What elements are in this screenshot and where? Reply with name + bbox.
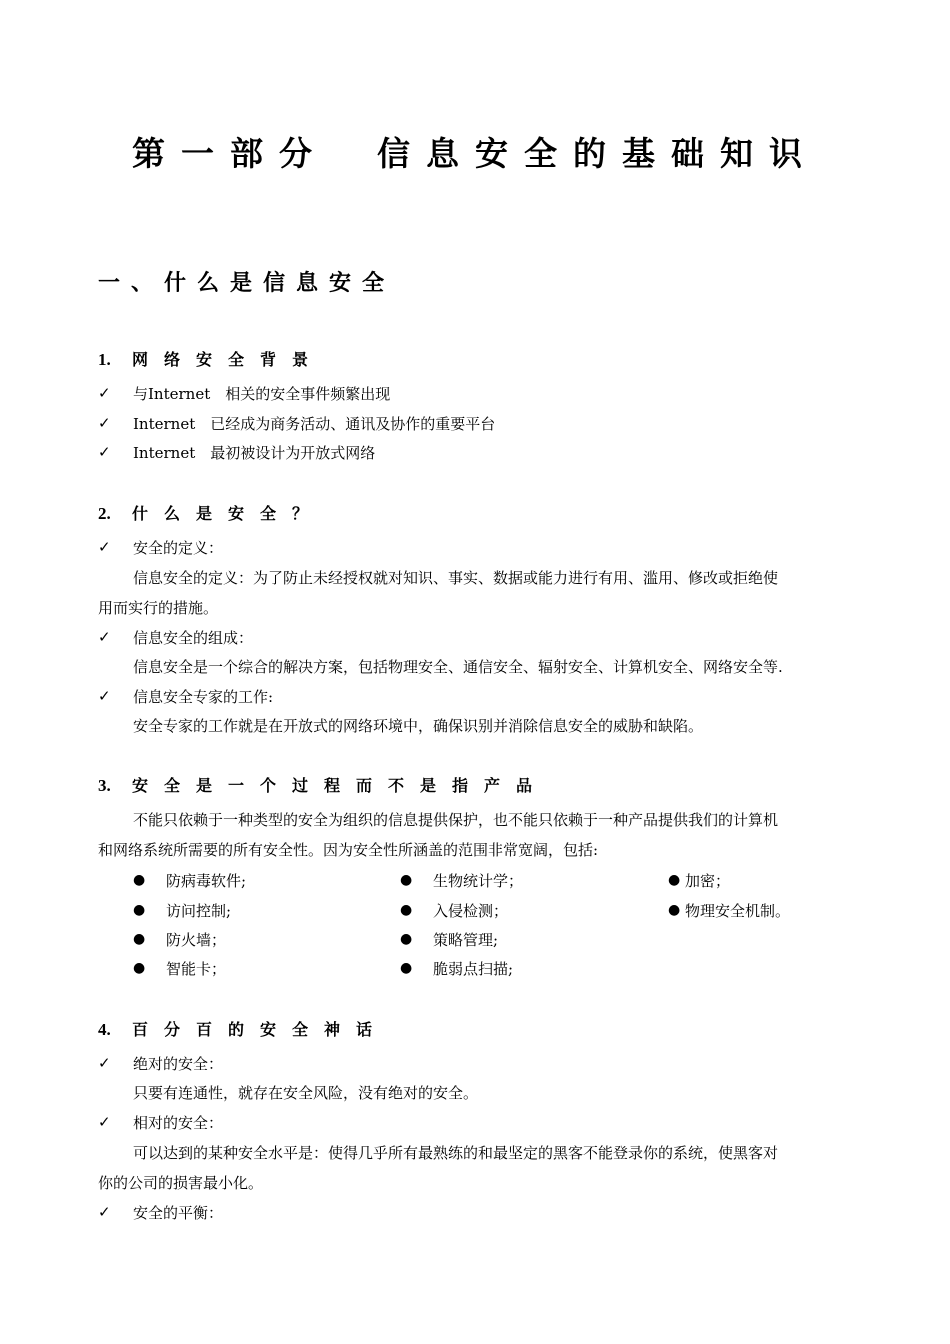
list-item: 绝对的安全： xyxy=(133,1055,224,1073)
paragraph-line: 用而实行的措施。 xyxy=(98,599,219,617)
section-number: 4. xyxy=(98,1020,111,1039)
list-item: 策略管理; xyxy=(433,931,499,949)
paragraph-line: 信息安全是一个综合的解决方案，包括物理安全、通信安全、辐射安全、计算机安全、网络安全等. xyxy=(133,658,783,676)
paragraph-line: 只要有连通性，就存在安全风险，没有绝对的安全。 xyxy=(133,1084,479,1102)
bullet-icon: ● xyxy=(133,931,146,947)
list-item: 物理安全机制。 xyxy=(685,902,791,920)
section-number: 3. xyxy=(98,776,111,795)
check-icon: ✓ xyxy=(98,414,111,432)
check-icon: ✓ xyxy=(98,687,111,705)
check-icon: ✓ xyxy=(98,1203,111,1221)
check-icon: ✓ xyxy=(98,538,111,556)
list-item: 信息安全专家的工作: xyxy=(133,688,274,706)
list-item: 生物统计学； xyxy=(433,872,524,890)
bullet-icon: ● xyxy=(133,872,146,888)
bullet-icon: ● xyxy=(400,872,413,888)
list-item: 防病毒软件; xyxy=(166,872,247,890)
list-item: 智能卡； xyxy=(166,960,227,978)
list-item: 安全的平衡： xyxy=(133,1204,224,1222)
bullet-icon: ● xyxy=(400,902,413,918)
list-item: Internet 已经成为商务活动、通讯及协作的重要平台 xyxy=(133,415,496,433)
paragraph-line: 安全专家的工作就是在开放式的网络环境中，确保识别并消除信息安全的威胁和缺陷。 xyxy=(133,717,704,735)
section-heading-1 xyxy=(98,347,324,370)
list-item: Internet 最初被设计为开放式网络 xyxy=(133,444,376,462)
bullet-icon: ● xyxy=(668,902,681,918)
paragraph-line: 你的公司的损害最小化。 xyxy=(98,1174,264,1192)
check-icon: ✓ xyxy=(98,443,111,461)
section-number: 2. xyxy=(98,504,111,523)
bullet-icon: ● xyxy=(668,872,681,888)
section-title: 网络安全背景 xyxy=(132,350,325,369)
bullet-icon: ● xyxy=(400,960,413,976)
section-title: 安全是一个过程而不是指产品 xyxy=(132,776,549,795)
section-heading-4 xyxy=(98,1017,388,1040)
bullet-icon: ● xyxy=(400,931,413,947)
check-icon: ✓ xyxy=(98,628,111,646)
list-item: 访问控制; xyxy=(166,902,232,920)
list-item: 加密； xyxy=(685,872,731,890)
paragraph-line: 可以达到的某种安全水平是：使得几乎所有最熟练的和最坚定的黑客不能登录你的系统，使黑客对 xyxy=(133,1144,779,1162)
list-item: 信息安全的组成： xyxy=(133,629,254,647)
list-item: 入侵检测； xyxy=(433,902,509,920)
page-title: 第一部分 信息安全的基础知识 xyxy=(132,134,818,173)
bullet-icon: ● xyxy=(133,902,146,918)
paragraph-line: 和网络系统所需要的所有安全性。因为安全性所涵盖的范围非常宽阔，包括: xyxy=(98,841,599,859)
list-item: 与Internet 相关的安全事件频繁出现 xyxy=(133,385,391,403)
list-item: 脆弱点扫描; xyxy=(433,960,514,978)
chapter-heading: 一、什么是信息安全 xyxy=(98,271,396,296)
section-number: 1. xyxy=(98,350,111,369)
section-heading-2 xyxy=(98,501,324,524)
list-item: 安全的定义： xyxy=(133,539,224,557)
check-icon: ✓ xyxy=(98,384,111,402)
list-item: 防火墙； xyxy=(166,931,227,949)
check-icon: ✓ xyxy=(98,1054,111,1072)
paragraph-line: 信息安全的定义：为了防止未经授权就对知识、事实、数据或能力进行有用、滥用、修改或拒绝使 xyxy=(133,569,779,587)
check-icon: ✓ xyxy=(98,1113,111,1131)
section-heading-3 xyxy=(98,773,548,796)
paragraph-line: 不能只依赖于一种类型的安全为组织的信息提供保护，也不能只依赖于一种产品提供我们的计算机 xyxy=(133,811,779,829)
section-title: 百分百的安全神话 xyxy=(132,1020,389,1039)
bullet-icon: ● xyxy=(133,960,146,976)
list-item: 相对的安全： xyxy=(133,1114,224,1132)
section-title: 什么是安全？ xyxy=(132,504,325,523)
